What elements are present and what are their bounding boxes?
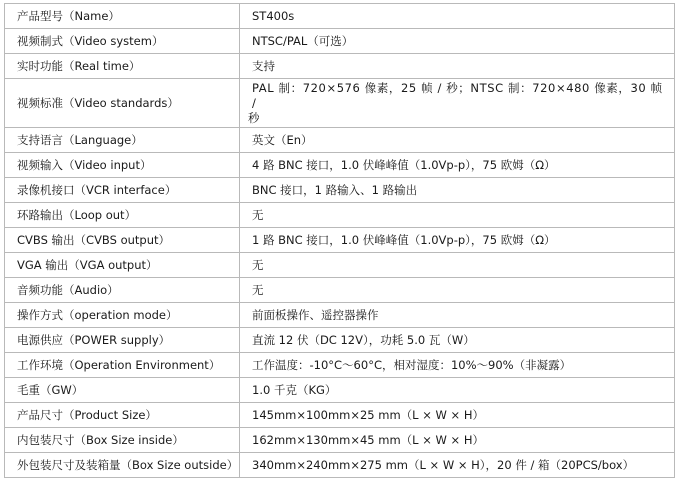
table-row <box>5 54 675 79</box>
spec-value: 支持 <box>240 54 675 79</box>
spec-value: 英文（En） <box>240 128 675 153</box>
spec-label: CVBS 输出（CVBS output） <box>5 228 240 253</box>
table-row <box>5 203 675 228</box>
table-row <box>5 303 675 328</box>
table-row <box>5 453 675 478</box>
spec-label: 产品型号（Name） <box>5 4 240 29</box>
spec-value-line: 秒 <box>248 110 260 125</box>
table-row <box>5 428 675 453</box>
table-row <box>5 403 675 428</box>
spec-value: 145mm×100mm×25 mm（L × W × H） <box>240 403 675 428</box>
table-row <box>5 178 675 203</box>
table-row <box>5 378 675 403</box>
spec-label: 环路输出（Loop out） <box>5 203 240 228</box>
spec-label: 电源供应（POWER supply） <box>5 328 240 353</box>
table-row <box>5 278 675 303</box>
table-row <box>5 153 675 178</box>
spec-value: 340mm×240mm×275 mm（L × W × H），20 件 / 箱（20PCS/box） <box>240 453 675 478</box>
spec-value: 直流 12 伏（DC 12V），功耗 5.0 瓦（W） <box>240 328 675 353</box>
spec-table <box>4 3 675 478</box>
spec-value: 无 <box>240 278 675 303</box>
spec-value: BNC 接口，1 路输入、1 路输出 <box>240 178 675 203</box>
spec-value-line: PAL 制：720×576 像素，25 帧 / 秒；NTSC 制：720×480 像素，30 帧 / <box>252 80 663 110</box>
spec-value: 4 路 BNC 接口，1.0 伏峰峰值（1.0Vp-p），75 欧姆（Ω） <box>240 153 675 178</box>
spec-value: ST400s <box>240 4 675 29</box>
table-row <box>5 79 675 128</box>
spec-label: 外包装尺寸及装箱量（Box Size outside） <box>5 453 240 478</box>
spec-label: 支持语言（Language） <box>5 128 240 153</box>
table-row <box>5 353 675 378</box>
spec-label: VGA 输出（VGA output） <box>5 253 240 278</box>
spec-value <box>240 79 675 128</box>
spec-value: 1.0 千克（KG） <box>240 378 675 403</box>
table-row <box>5 228 675 253</box>
spec-value: 162mm×130mm×45 mm（L × W × H） <box>240 428 675 453</box>
spec-value: 1 路 BNC 接口，1.0 伏峰峰值（1.0Vp-p），75 欧姆（Ω） <box>240 228 675 253</box>
spec-label: 视频标准（Video standards） <box>5 79 240 128</box>
table-row <box>5 253 675 278</box>
spec-label: 视频输入（Video input） <box>5 153 240 178</box>
table-row <box>5 328 675 353</box>
spec-label: 毛重（GW） <box>5 378 240 403</box>
table-row <box>5 4 675 29</box>
spec-value: 无 <box>240 203 675 228</box>
spec-label: 操作方式（operation mode） <box>5 303 240 328</box>
spec-label: 录像机接口（VCR interface） <box>5 178 240 203</box>
table-row <box>5 29 675 54</box>
spec-label: 工作环境（Operation Environment） <box>5 353 240 378</box>
spec-value: 无 <box>240 253 675 278</box>
spec-label: 实时功能（Real time） <box>5 54 240 79</box>
spec-label: 视频制式（Video system） <box>5 29 240 54</box>
spec-value: 工作温度：-10°C～60°C，相对湿度：10%～90%（非凝露） <box>240 353 675 378</box>
spec-value: 前面板操作、遥控器操作 <box>240 303 675 328</box>
spec-value: NTSC/PAL（可选） <box>240 29 675 54</box>
spec-label: 音频功能（Audio） <box>5 278 240 303</box>
spec-label: 内包装尺寸（Box Size inside） <box>5 428 240 453</box>
spec-label: 产品尺寸（Product Size） <box>5 403 240 428</box>
table-row <box>5 128 675 153</box>
